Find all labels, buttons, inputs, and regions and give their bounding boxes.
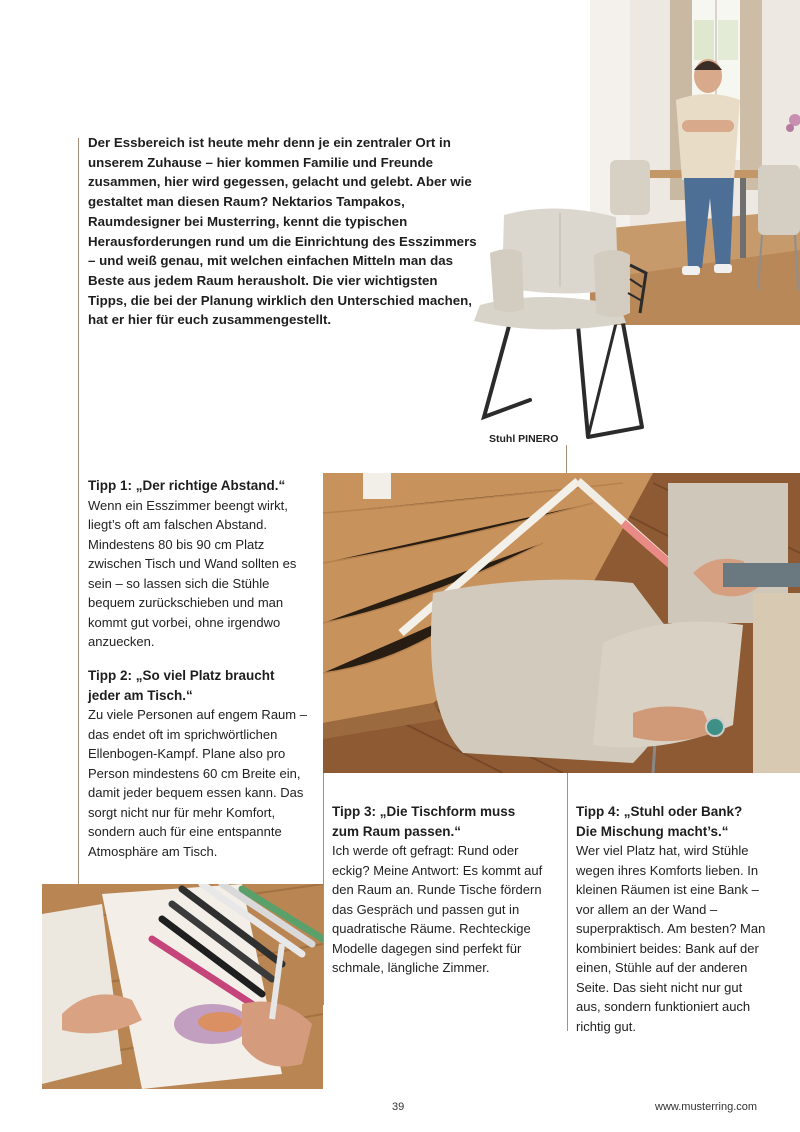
tip-2 bbox=[88, 666, 318, 861]
tip-2-title: Tipp 2: „So viel Platz braucht jeder am Tisch.“ bbox=[88, 668, 275, 703]
intro-rule bbox=[78, 138, 79, 886]
measuring-photo bbox=[323, 473, 800, 773]
tip-3-body: Ich werde oft gefragt: Rund oder eckig? Meine Antwort: Es kommt auf den Raum an. Runde Tische fördern das Gespräch und passen gut in quadratische Räume. Rechteckige Modelle dagegen sind perfekt für schmale, längliche Zimmer. bbox=[332, 843, 543, 975]
tip-1-body: Wenn ein Esszimmer beengt wirkt, liegt’s oft am falschen Abstand. Mindestens 80 bis 90 cm Platz zwischen Tisch und Wand sollten es sein – so lassen sich die Stühle bequem zurückschieben und man kommt gut vorbei, ohne irgendwo anzuecken. bbox=[88, 497, 297, 649]
sketch-photo bbox=[42, 884, 323, 1089]
tip-4-title: Tipp 4: „Stuhl oder Bank? Die Mischung macht’s.“ bbox=[576, 804, 743, 839]
chair-pinero-image bbox=[470, 195, 660, 445]
tip-1-title: Tipp 1: „Der richtige Abstand.“ bbox=[88, 478, 286, 493]
tip-2-body: Zu viele Personen auf engem Raum – das endet oft im sprichwörtlichen Ellenbogen-Kampf. Plane also pro Person mindestens 60 cm Breite ein, damit jeder bequem essen kann. Das sorgt nicht nur für mehr Komfort, sondern auch für eine entspannte Atmosphäre am Tisch. bbox=[88, 707, 307, 859]
website-link[interactable]: www.musterring.com bbox=[655, 1101, 758, 1113]
tip-3 bbox=[332, 802, 558, 978]
page-number: 39 bbox=[392, 1101, 405, 1113]
tip-3-title: Tipp 3: „Die Tischform muss zum Raum passen.“ bbox=[332, 804, 516, 839]
caption-rule bbox=[566, 445, 567, 473]
tip-4 bbox=[576, 802, 766, 1036]
tip-4-body: Wer viel Platz hat, wird Stühle wegen ihres Komforts lieben. In kleinen Räumen ist eine Bank – vor allem an der Wand – superpraktisch. Am besten? Man kombiniert beides: Bank auf der einen, Stühle auf der anderen Seite. Das sieht nicht nur gut aus, sondern funktioniert auch richtig gut. bbox=[576, 843, 766, 1034]
tip-1 bbox=[88, 476, 313, 652]
chair-caption: Stuhl PINERO bbox=[489, 433, 559, 445]
intro-text: Der Essbereich ist heute mehr denn je ein zentraler Ort in unserem Zuhause – hier kommen Familie und Freunde zusammen, hier wird gegessen, gelacht und gelebt. Aber wie gestaltet man diesen Raum? Nektarios Tampakos, Raumdesigner bei Musterring, kennt die typischen Herausforderungen rund um die Einrichtung des Esszimmers – und weiß genau, mit welchen einfachen Mitteln man das Beste aus jedem Raum herausholt. Die vier wichtigsten Tipps, die bei der Planung wirklich den Unterschied machen, hat er hier für euch zusammengestellt. bbox=[88, 135, 477, 328]
tip-4-rule bbox=[567, 773, 568, 1031]
tip-3-rule bbox=[323, 773, 324, 1005]
